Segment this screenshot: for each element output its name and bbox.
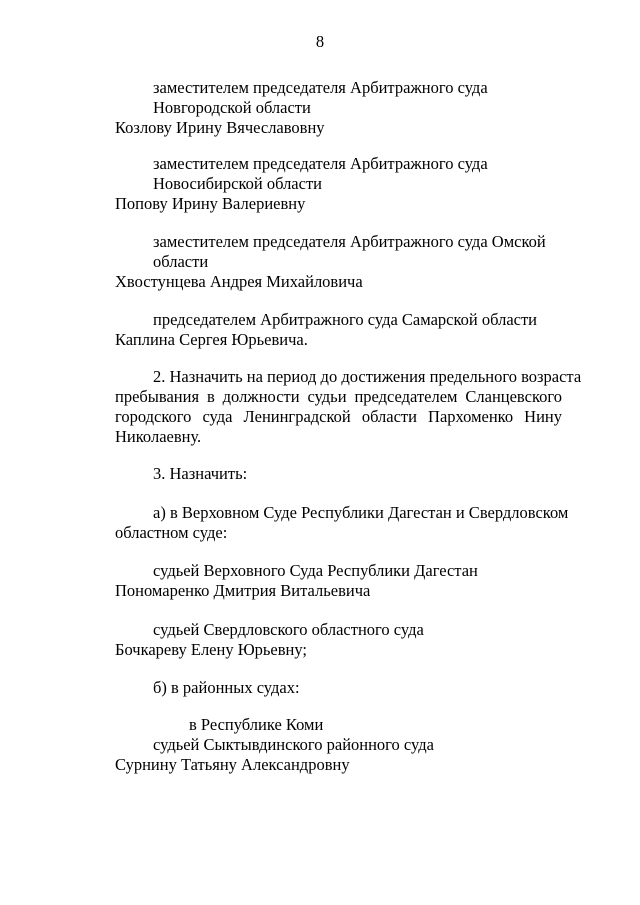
page-number: 8 [315,32,325,51]
appointee-name: Пономаренко Дмитрия Витальевича [115,581,371,600]
item2-line: пребывания в должности судьи председателем Сланцевского [115,387,562,406]
item2-line: городского суда Ленинградской области Пархоменко Нину [115,407,562,426]
appointee-name: Бочкареву Елену Юрьевну; [115,640,307,659]
appointment-role: заместителем председателя Арбитражного суда Омской [153,232,546,251]
appointee-name: Козлову Ирину Вячеславовну [115,118,325,137]
appointment-role: судьей Сыктывдинского районного суда [153,735,434,754]
appointment-role-continued: Новгородской области [153,98,311,117]
appointment-role: судьей Свердловского областного суда [153,620,424,639]
appointment-role: заместителем председателя Арбитражного суда [153,78,488,97]
item3a-line: областном суде: [115,523,228,542]
appointment-role-continued: области [153,252,209,271]
appointment-role-continued: Новосибирской области [153,174,322,193]
item2-last-line: Николаевну. [115,427,202,446]
item3b-heading: б) в районных судах: [153,678,300,697]
appointment-role: заместителем председателя Арбитражного суда [153,154,488,173]
appointee-name: Сурнину Татьяну Александровну [115,755,350,774]
appointee-name: Попову Ирину Валериевну [115,194,306,213]
appointee-name: Каплина Сергея Юрьевича. [115,330,308,349]
region-heading: в Республике Коми [189,715,324,734]
item2-line: 2. Назначить на период до достижения предельного возраста [153,367,582,386]
appointee-name: Хвостунцева Андрея Михайловича [115,272,363,291]
appointment-role: судьей Верховного Суда Республики Дагестан [153,561,478,580]
appointment-role: председателем Арбитражного суда Самарской области [153,310,538,329]
item3-heading: 3. Назначить: [153,464,248,483]
item3a-line: а) в Верховном Суде Республики Дагестан и Свердловском [153,503,569,522]
